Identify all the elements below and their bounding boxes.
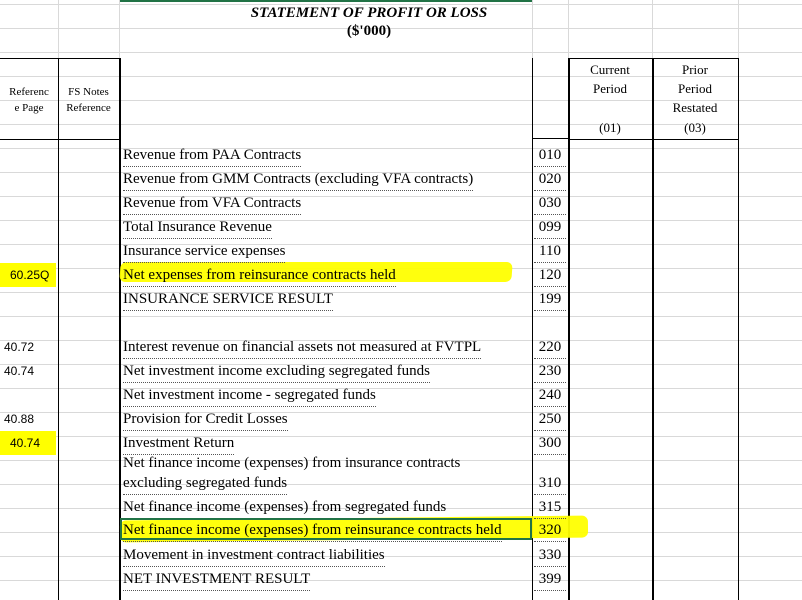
table-row[interactable] bbox=[0, 495, 802, 519]
line-item-label: Insurance service expenses bbox=[123, 241, 285, 263]
reference-page-cell[interactable]: 40.74 bbox=[0, 431, 56, 455]
label-header-cell bbox=[120, 58, 533, 138]
line-code: 250 bbox=[534, 409, 566, 431]
line-item-label-continued: excluding segregated funds bbox=[123, 473, 287, 495]
line-item-label: Movement in investment contract liabilities bbox=[123, 545, 385, 567]
line-code: 230 bbox=[534, 361, 566, 383]
reference-page-cell[interactable]: 40.88 bbox=[4, 412, 35, 426]
line-code: 120 bbox=[534, 265, 566, 287]
table-row[interactable] bbox=[0, 191, 802, 215]
statement-unit: ($'000) bbox=[346, 23, 392, 39]
line-code: 240 bbox=[534, 385, 566, 407]
selection-top-border bbox=[120, 0, 532, 2]
table-row[interactable] bbox=[0, 567, 802, 591]
table-row[interactable] bbox=[0, 359, 802, 383]
table-row[interactable] bbox=[0, 215, 802, 239]
line-item-label: Revenue from PAA Contracts bbox=[123, 145, 301, 167]
reference-page-cell[interactable]: 40.74 bbox=[4, 364, 35, 378]
ref-page-header: Referenc e Page bbox=[9, 86, 49, 114]
line-code: 030 bbox=[534, 193, 566, 215]
line-code: 010 bbox=[534, 145, 566, 167]
line-code: 320 bbox=[534, 520, 566, 542]
line-item-label: Investment Return bbox=[123, 433, 234, 455]
table-row[interactable] bbox=[0, 239, 802, 263]
table-row[interactable] bbox=[0, 287, 802, 311]
line-code: 110 bbox=[534, 241, 566, 263]
line-code: 315 bbox=[534, 497, 566, 519]
line-item-label: Total Insurance Revenue bbox=[123, 217, 272, 239]
fs-notes-header: FS Notes Reference bbox=[66, 86, 111, 114]
line-item-label: INSURANCE SERVICE RESULT bbox=[123, 289, 333, 311]
line-item-label: Net finance income (expenses) from reinsurance contracts held bbox=[123, 520, 502, 542]
current-period-code: (01) bbox=[599, 120, 621, 135]
line-item-label: Net investment income excluding segregated funds bbox=[123, 361, 430, 383]
table-row[interactable] bbox=[0, 263, 802, 287]
line-item-label: Provision for Credit Losses bbox=[123, 409, 288, 431]
table-row[interactable] bbox=[0, 543, 802, 567]
line-item-label: Net finance income (expenses) from insurance contracts bbox=[123, 455, 461, 471]
line-code: 300 bbox=[534, 433, 566, 455]
line-item-label: Net investment income - segregated funds bbox=[123, 385, 376, 407]
line-code: 399 bbox=[534, 569, 566, 591]
prior-period-header: Prior Period Restated bbox=[672, 62, 718, 115]
current-period-header: Current Period bbox=[590, 62, 630, 96]
line-item-label: Interest revenue on financial assets not measured at FVTPL bbox=[123, 337, 481, 359]
line-item-label: Revenue from GMM Contracts (excluding VFA contracts) bbox=[123, 169, 473, 191]
line-item-label: Net expenses from reinsurance contracts held bbox=[123, 265, 396, 287]
line-code: 099 bbox=[534, 217, 566, 239]
line-item-label: NET INVESTMENT RESULT bbox=[123, 569, 310, 591]
line-item-label: Net finance income (expenses) from segregated funds bbox=[123, 497, 446, 519]
line-item-label: Revenue from VFA Contracts bbox=[123, 193, 301, 215]
statement-title: STATEMENT OF PROFIT OR LOSS bbox=[250, 5, 488, 21]
reference-page-cell[interactable]: 60.25Q bbox=[0, 263, 56, 287]
table-row[interactable] bbox=[0, 452, 802, 494]
line-code: 020 bbox=[534, 169, 566, 191]
line-code: 310 bbox=[534, 473, 566, 495]
reference-page-cell[interactable]: 40.72 bbox=[4, 340, 35, 354]
selected-cell[interactable] bbox=[120, 518, 532, 540]
line-code: 330 bbox=[534, 545, 566, 567]
prior-period-code: (03) bbox=[684, 120, 706, 135]
line-code: 199 bbox=[534, 289, 566, 311]
table-row[interactable] bbox=[0, 167, 802, 191]
table-row[interactable] bbox=[0, 143, 802, 167]
line-code: 220 bbox=[534, 337, 566, 359]
table-row[interactable] bbox=[0, 383, 802, 407]
table-row[interactable] bbox=[0, 407, 802, 431]
code-header-cell bbox=[532, 58, 570, 139]
table-row[interactable] bbox=[0, 335, 802, 359]
